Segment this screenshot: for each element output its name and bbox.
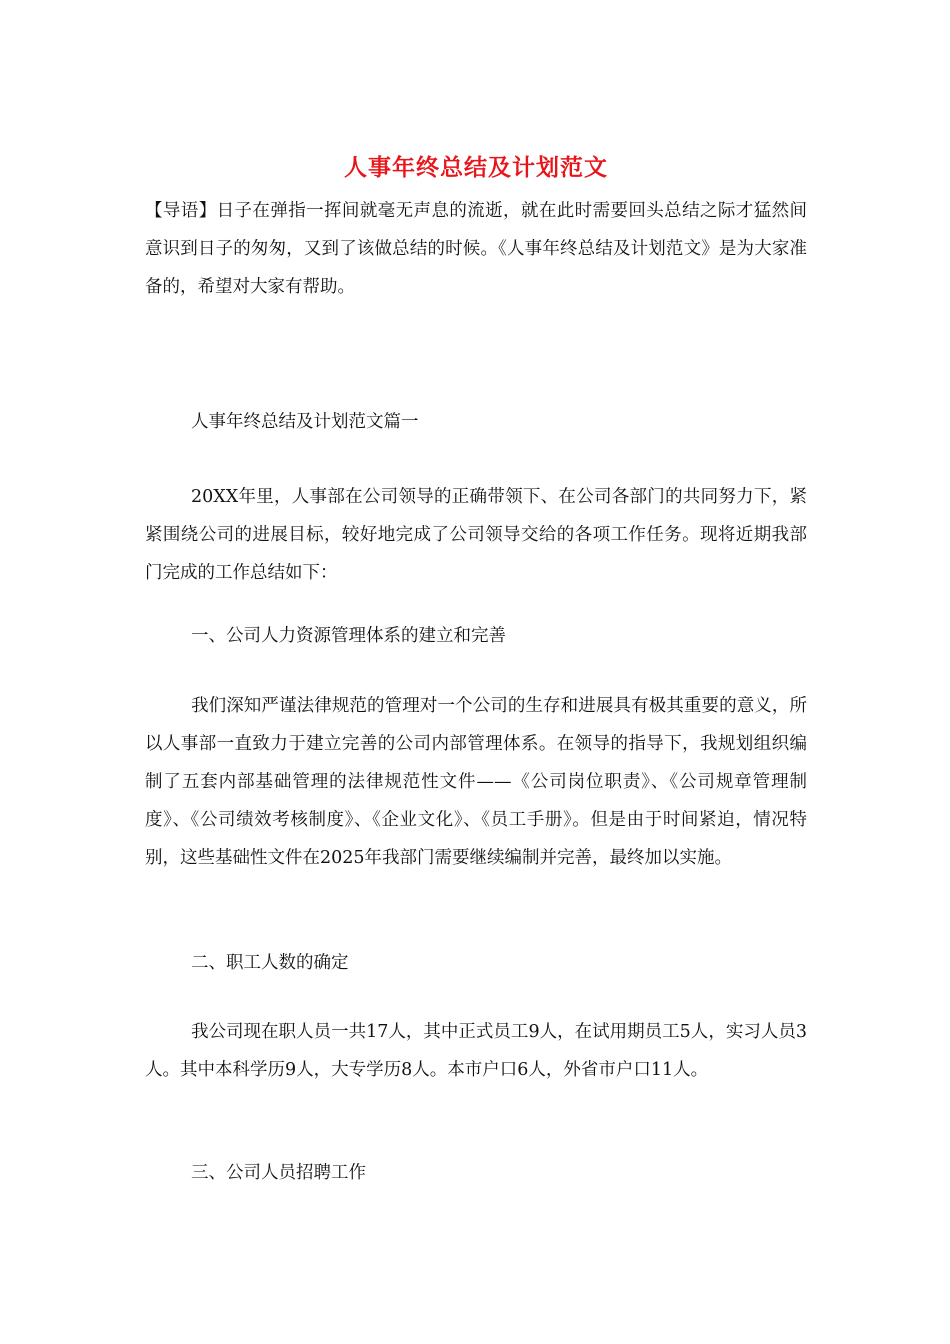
body-paragraph-2: 我们深知严谨法律规范的管理对一个公司的生存和进展具有极其重要的意义，所以人事部一直致力于建立完善的公司内部管理体系。在领导的指导下，我规划组织编制了五套内部基础管理的法律规范性文件——《公司岗位职责》、《公司规章管理制度》、《公司绩效考核制度》、《企业文化》、《员工手册》。但是由于时间紧迫，情况特别，这些基础性文件在2025年我部门需要继续编制并完善，最终加以实施。 bbox=[145, 696, 807, 868]
heading-3: 三、公司人员招聘工作 bbox=[191, 1163, 366, 1183]
body-paragraph-1: 20XX年里，人事部在公司领导的正确带领下、在公司各部门的共同努力下，紧紧围绕公司的进展目标，较好地完成了公司领导交给的各项工作任务。现将近期我部门完成的工作总结如下： bbox=[145, 487, 807, 583]
document-title: 人事年终总结及计划范文 bbox=[344, 154, 608, 181]
heading-1: 一、公司人力资源管理体系的建立和完善 bbox=[191, 626, 506, 646]
body-paragraph-3: 我公司现在职人员一共17人，其中正式员工9人，在试用期员工5人，实习人员3人。其中本科学历9人，大专学历8人。本市户口6人，外省市户口11人。 bbox=[145, 1022, 807, 1080]
section-title: 人事年终总结及计划范文篇一 bbox=[191, 412, 419, 432]
heading-2: 二、职工人数的确定 bbox=[191, 953, 349, 973]
intro-paragraph: 【导语】日子在弹指一挥间就毫无声息的流逝，就在此时需要回头总结之际才猛然间意识到日子的匆匆，又到了该做总结的时候。《人事年终总结及计划范文》是为大家准备的，希望对大家有帮助。 bbox=[145, 201, 807, 297]
